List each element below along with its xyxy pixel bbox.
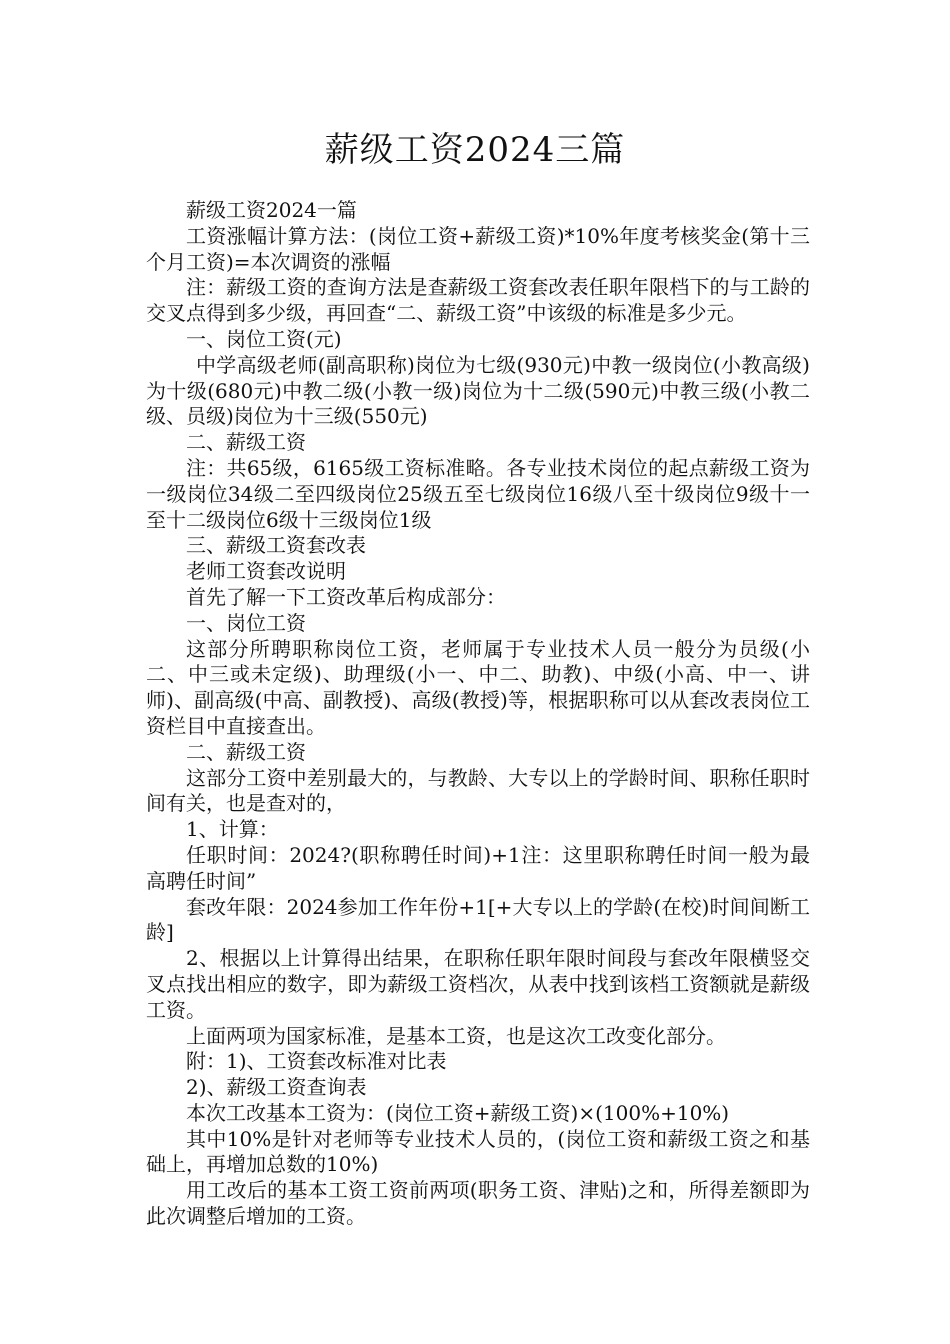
paragraph-1: 薪级工资2024一篇 xyxy=(186,198,357,222)
paragraph-6: 二、薪级工资 xyxy=(186,430,306,455)
paragraph-10: 首先了解一下工资改革后构成部分： xyxy=(186,584,506,609)
paragraph-17: 套改年限：2024参加工作年份+1[+大专以上的学龄(在校)时间间断工龄] xyxy=(146,894,810,945)
paragraph-2: 工资涨幅计算方法：(岗位工资+薪级工资)*10%年度考核奖金(第十三个月工资)=本次调资的涨幅 xyxy=(146,223,810,274)
paragraph-8: 三、薪级工资套改表 xyxy=(186,533,366,558)
paragraph-20: 附：1)、工资套改标准对比表 xyxy=(186,1049,447,1074)
paragraph-5: 中学高级老师(副高职称)岗位为七级(930元)中教一级岗位(小教高级)为十级(680元)中教二级(小教一级)岗位为十二级(590元)中教三级(小教二级、员级)岗位为十三级(550元) xyxy=(146,352,810,429)
paragraph-11: 一、岗位工资 xyxy=(186,610,306,635)
paragraph-21: 2)、薪级工资查询表 xyxy=(186,1075,367,1100)
paragraph-9: 老师工资套改说明 xyxy=(186,559,346,584)
paragraph-23: 其中10%是针对老师等专业技术人员的，(岗位工资和薪级工资之和基础上，再增加总数的10%) xyxy=(146,1126,810,1177)
paragraph-15: 1、计算： xyxy=(186,817,279,842)
paragraph-18: 2、根据以上计算得出结果，在职称任职年限时间段与套改年限横竖交叉点找出相应的数字，即为薪级工资档次，从表中找到该档工资额就是薪级工资。 xyxy=(146,946,810,1022)
paragraph-16: 任职时间：2024?(职称聘任时间)+1注：这里职称聘任时间一般为最高聘任时间” xyxy=(146,842,810,893)
paragraph-4: 一、岗位工资(元) xyxy=(186,326,342,351)
document-body xyxy=(146,198,810,1230)
paragraph-22: 本次工改基本工资为：(岗位工资+薪级工资)×(100%+10%) xyxy=(186,1100,730,1125)
paragraph-19: 上面两项为国家标准，是基本工资，也是这次工改变化部分。 xyxy=(186,1023,726,1048)
paragraph-7: 注：共65级，6165级工资标准略。各专业技术岗位的起点薪级工资为一级岗位34级二至四级岗位25级五至七级岗位16级八至十级岗位9级十一至十二级岗位6级十三级岗位1级 xyxy=(146,455,810,532)
paragraph-14: 这部分工资中差别最大的，与教龄、大专以上的学龄时间、职称任职时间有关，也是查对的， xyxy=(146,765,810,816)
document-title: 薪级工资2024三篇 xyxy=(324,130,626,170)
paragraph-13: 二、薪级工资 xyxy=(186,739,306,764)
paragraph-24: 用工改后的基本工资工资前两项(职务工资、津贴)之和，所得差额即为此次调整后增加的工资。 xyxy=(146,1178,810,1229)
paragraph-12: 这部分所聘职称岗位工资，老师属于专业技术人员一般分为员级(小二、中三或未定级)、助理级(小一、中二、助教)、中级(小高、中一、讲师)、副高级(中高、副教授)、高级(教授)等，根据职称可以从套改表岗位工资栏目中直接查出。 xyxy=(146,636,810,738)
paragraph-3: 注：薪级工资的查询方法是查薪级工资套改表任职年限档下的与工龄的交叉点得到多少级，再回查“二、薪级工资”中该级的标准是多少元。 xyxy=(146,275,810,326)
